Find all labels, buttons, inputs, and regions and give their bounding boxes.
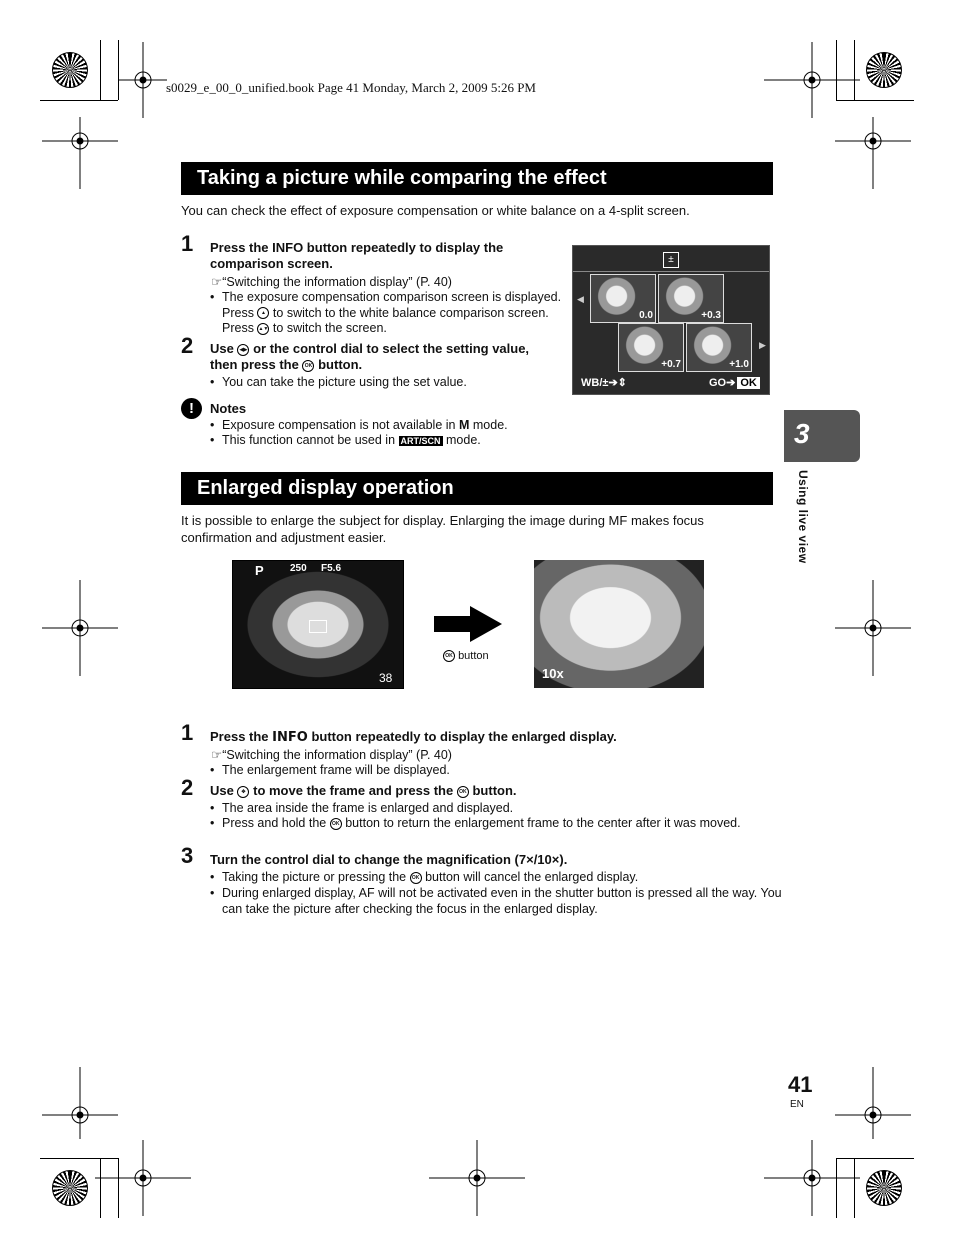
enlarged-photo	[534, 560, 704, 688]
note-item: • This function cannot be used in ART/SCN mode.	[210, 433, 567, 450]
bullet-item: • The enlargement frame will be displayed.	[210, 763, 782, 779]
ok-button-icon: OK	[457, 786, 469, 798]
step-number: 2	[181, 333, 194, 358]
comparison-thumbnail: +0.3	[658, 274, 724, 323]
bullet-item: • The exposure compensation comparison screen is displayed. Press ▲ to switch to the white balance comparison screen. Press ▲▼ to switch the screen.	[210, 290, 567, 337]
ok-button-icon: OK	[410, 872, 422, 884]
ok-button-icon: OK	[737, 377, 760, 389]
exposure-compensation-icon: ±	[602, 377, 609, 389]
section-heading	[181, 472, 773, 505]
page-number: 41	[788, 1072, 813, 1097]
ok-button-icon: OK	[302, 360, 314, 372]
ok-button-icon: OK	[330, 818, 342, 830]
step-title: Use ✥ to move the frame and press the OK button.	[210, 783, 517, 798]
mode-indicator: P	[255, 563, 264, 578]
arrow-right-icon: ▶	[759, 340, 766, 350]
step-title: Press the INFO button repeatedly to display the comparison screen.	[210, 240, 504, 271]
comparison-thumbnail: +1.0	[686, 323, 752, 372]
step-number: 1	[181, 720, 194, 745]
comparison-screen	[572, 245, 770, 395]
arrow-left-icon: ◀	[577, 294, 584, 304]
arrow-up-button-icon: ▲	[257, 307, 269, 319]
arrow-right-icon: ➔	[726, 377, 736, 389]
page-reference: ☞“Switching the information display” (P. 40)	[211, 275, 452, 289]
live-view-photo	[232, 560, 404, 689]
step-title: Press the INFO button repeatedly to display the enlarged display.	[210, 729, 617, 745]
arrow-up-down-button-icon: ▲▼	[257, 323, 269, 335]
arrow-up-down-icon: ⇕	[617, 377, 627, 389]
arrow-right-icon: ➔	[608, 377, 618, 389]
chapter-label: Using live view	[796, 470, 810, 564]
reference-icon: ☞	[211, 748, 223, 762]
bullet-item: • Press and hold the OK button to return the enlargement frame to the center after it was moved.	[210, 816, 752, 832]
shutter-speed: 250	[290, 563, 307, 574]
notes-title: Notes	[210, 401, 247, 416]
art-scn-mode-icon: ART/SCN	[400, 436, 441, 446]
arrow-pad-icon: ✥	[237, 786, 249, 798]
ok-button-caption: OK button	[443, 650, 489, 662]
step-number: 2	[181, 775, 194, 800]
section-intro: It is possible to enlarge the subject for display. Enlarging the image during MF makes focus confirmation and adjustment easier.	[181, 513, 704, 545]
page-reference: ☞“Switching the information display” (P. 40)	[211, 748, 452, 762]
enlargement-frame	[309, 620, 327, 633]
section-heading	[181, 162, 773, 195]
note-item: • Exposure compensation is not available in M mode.	[210, 418, 567, 434]
arrow-right-icon	[434, 606, 502, 642]
screen-footer-right: GO➔ OK	[709, 376, 760, 389]
chapter-number: 3	[794, 418, 810, 449]
section-title: Enlarged display operation	[197, 477, 454, 499]
step-title: Turn the control dial to change the magnification (7×/10×).	[210, 852, 568, 867]
language-code: EN	[790, 1099, 804, 1110]
comparison-thumbnail: +0.7	[618, 323, 684, 372]
chapter-tab	[784, 410, 860, 462]
bullet-item: • The area inside the frame is enlarged and displayed.	[210, 801, 782, 817]
divider	[573, 271, 769, 272]
comparison-thumbnail: 0.0	[590, 274, 656, 323]
shots-remaining: 38	[379, 671, 393, 685]
step-title: Use ◀▶ or the control dial to select the setting value, then press the OK button.	[210, 341, 530, 372]
bullet-item: • Taking the picture or pressing the OK button will cancel the enlarged display.	[210, 870, 782, 886]
warning-icon: !	[181, 398, 202, 419]
arrow-left-right-button-icon: ◀▶	[237, 344, 249, 356]
step-number: 3	[181, 843, 194, 868]
ok-button-icon: OK	[443, 650, 455, 662]
mode-m-icon: M	[458, 418, 470, 432]
exposure-compensation-icon: ±	[663, 252, 679, 268]
zoom-level: 10x	[542, 666, 564, 681]
book-header: s0029_e_00_0_unified.book Page 41 Monday, March 2, 2009 5:26 PM	[166, 80, 536, 95]
reference-icon: ☞	[211, 275, 223, 289]
section-title: Taking a picture while comparing the effect	[197, 167, 607, 189]
screen-footer-left: WB/±➔⇕	[581, 377, 627, 389]
info-button-icon: INFO	[272, 730, 308, 745]
aperture-value: F5.6	[321, 563, 342, 574]
step-number: 1	[181, 231, 194, 256]
section-intro: You can check the effect of exposure compensation or white balance on a 4-split screen.	[181, 203, 690, 218]
bullet-item: • During enlarged display, AF will not be activated even in the shutter button is pressed all the way. You can take the picture after checking the focus in the enlarged display.	[210, 886, 782, 917]
bullet-item: • You can take the picture using the set value.	[210, 375, 567, 391]
